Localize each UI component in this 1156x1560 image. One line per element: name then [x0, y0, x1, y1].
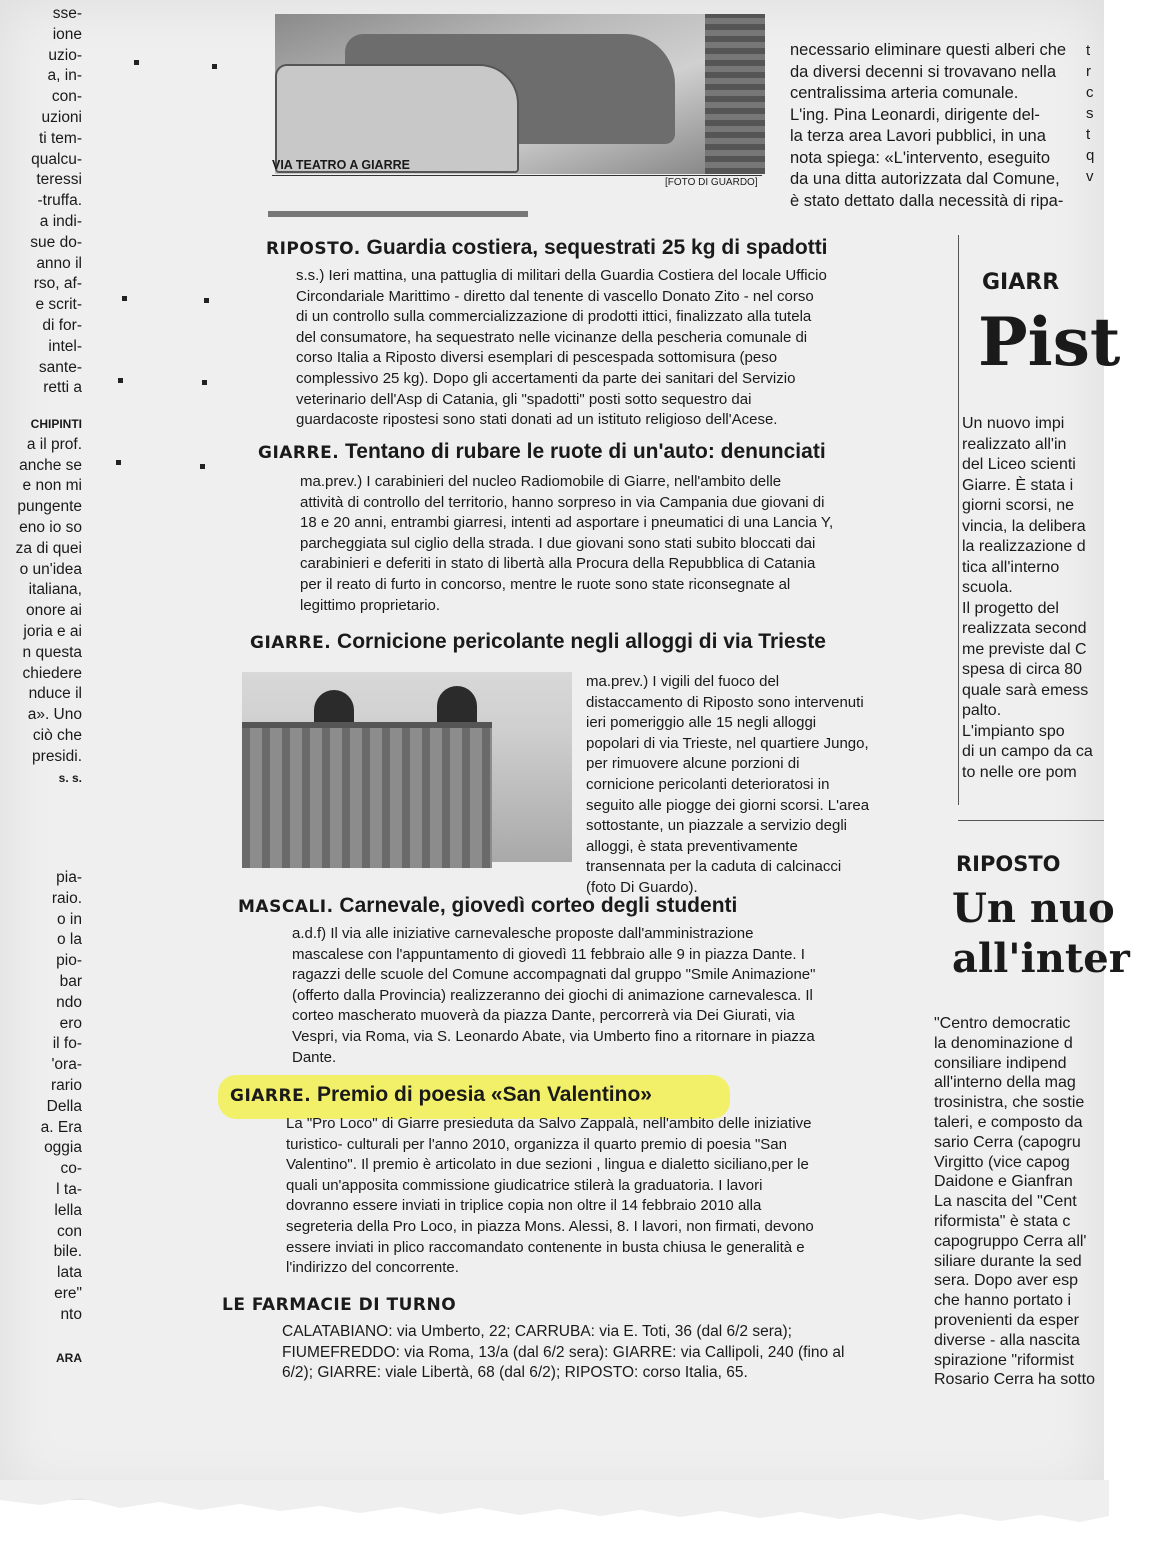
article-text-line: giorni scorsi, ne: [962, 497, 1075, 514]
article-text-line: complessivo 25 kg). Dopo gli accertamenti da parte dei sanitari del Servizio: [296, 369, 796, 387]
article-title: Guardia costiera, sequestrati 25 kg di spadotti: [366, 236, 828, 259]
article-text-line: to nelle ore pom: [962, 763, 1077, 781]
article-text-line: me previste dal C: [962, 640, 1087, 658]
article-text-line: "Centro democratic: [934, 1015, 1071, 1032]
article-text-line: carabinieri e deferiti in stato di libertà alla Procura della Repubblica di Catania: [300, 555, 816, 573]
article-body: [586, 672, 926, 899]
article-text-line: provenienti da esper: [934, 1311, 1079, 1329]
pharmacy-line: 6/2); GIARRE: viale Libertà, 68 (dal 6/2); RIPOSTO: corso Italia, 65.: [282, 1364, 748, 1382]
pharmacies-list: [282, 1322, 882, 1384]
strip-text-line: anche se: [19, 456, 82, 474]
photo-credit: [FOTO DI GUARDO]: [665, 177, 758, 188]
article-body: [292, 924, 892, 1068]
strip-text-line: 'ora-: [51, 1056, 82, 1074]
article-text-line: ragazzi delle scuole del Comune accompagnati dal gruppo "Smile Animazione": [292, 966, 816, 984]
strip-text-line: ione: [52, 25, 82, 43]
strip-text-line: nto: [60, 1305, 82, 1323]
strip-text-line: q: [1086, 147, 1095, 164]
strip-footer: ARA: [56, 1351, 82, 1365]
strip-text-line: o in: [57, 910, 82, 928]
article-text-line: trosinistra, che sostie: [934, 1094, 1085, 1112]
article-text-line: ieri pomeriggio alle 15 negli alloggi: [586, 714, 817, 732]
article-text-line: sera. Dopo aver esp: [934, 1272, 1079, 1290]
pharmacies-heading: [222, 1292, 456, 1316]
strip-text-line: o un'idea: [19, 560, 82, 578]
article-text-line: segreteria della Pro Loco, in piazza Mons. Alessi, 8. I lavori, non firmati, devono: [286, 1217, 814, 1235]
article-text-line: la denominazione d: [934, 1034, 1073, 1052]
article-text-line: del consumatore, ha sequestrato nelle vicinanze della pescheria comunale di: [296, 328, 808, 346]
right-edge-strip: [1086, 40, 1106, 187]
right-column: [982, 270, 1156, 295]
article-text-line: Dante.: [292, 1048, 337, 1066]
strip-text-line: e non mi: [22, 477, 82, 495]
strip-text-line: a. Era: [40, 1118, 82, 1136]
article-text-line: di un campo da ca: [962, 743, 1093, 760]
pharmacies-title: LE FARMACIE DI TURNO: [222, 1295, 457, 1315]
strip-text-line: za di quei: [15, 539, 82, 557]
article-text-line: spesa di circa 80: [962, 661, 1083, 678]
strip-text-line: a il prof.: [26, 435, 82, 453]
strip-text-line: onore ai: [25, 602, 82, 620]
strip-text-line: ero: [59, 1014, 82, 1032]
article-text-line: necessario eliminare questi alberi che: [790, 41, 1067, 59]
article-text-line: all'interno della mag: [934, 1074, 1076, 1092]
article-text-line: scuola.: [962, 579, 1013, 596]
article-text-line: turistico- culturali per l'anno 2010, organizza il quarto premio di poesia "San: [286, 1135, 787, 1153]
article-text-line: Rosario Cerra ha sotto: [934, 1371, 1095, 1389]
article-text-line: guardacoste ripostesi sono stati donati ad un istituto religioso dell'Acese.: [296, 411, 778, 429]
strip-text-line: o la: [57, 931, 82, 949]
strip-text-line: ere": [54, 1284, 82, 1302]
article-text-line: corso Italia a Riposto diversi esemplari di pescespada sottomisura (peso: [296, 349, 778, 367]
article-location-tag: GIARRE.: [230, 1086, 312, 1106]
article-text-line: diverse - alla nascita: [934, 1331, 1080, 1349]
strip-text-line: di for-: [42, 316, 82, 334]
article-headline: [258, 440, 826, 464]
article-text-line: popolari di via Trieste, nel quartiere Jungo,: [586, 734, 869, 752]
strip-text-line: eno io so: [19, 518, 82, 536]
article-text-line: mascalese con l'appuntamento di giovedì 11 febbraio alle 9 in piazza Dante. I: [292, 945, 805, 963]
street-photo: [275, 14, 765, 174]
article-text-line: Un nuovo impi: [962, 415, 1065, 432]
article-text-line: di un controllo sulla commercializzazione di prodotti ittici, finalizzato alla tutela: [296, 308, 812, 326]
right-column-headline: [952, 884, 1130, 984]
article-text-line: attività di controllo del territorio, hanno sorpreso in via Campania due giovani di: [300, 493, 825, 511]
article-text-line: 18 e 20 anni, entrambi giarresi, intenti ad asportare i pneumatici di una Lancia Y,: [300, 514, 834, 532]
article-text-line: tica all'interno: [962, 558, 1060, 576]
left-strip-column: [0, 4, 82, 399]
section-divider: [268, 211, 528, 217]
strip-text-line: bar: [59, 972, 82, 990]
article-text-line: capogruppo Cerra all': [934, 1232, 1087, 1250]
article-headline: [266, 236, 828, 260]
article-text-line: a.d.f) Il via alle iniziative carnevalesche proposte dall'amministrazione: [292, 925, 754, 942]
headline: Un nuo: [952, 885, 1115, 932]
article-text-line: che hanno portato i: [934, 1292, 1071, 1310]
article-text-line: cornicione pericolanti deterioratosi in: [586, 775, 830, 793]
strip-text-line: pia-: [56, 869, 82, 886]
strip-text-line: retti a: [43, 379, 82, 397]
article-text-line: per rimuovere alcune porzioni di: [586, 755, 800, 773]
article-text-line: siliare durante la sed: [934, 1252, 1082, 1270]
article-text-line: veterinario dell'Asp di Catania, gli "spadotti" posti sotto sequestro dai: [296, 390, 752, 408]
article-text-line: sottostante, un piazzale a servizio degli: [586, 817, 847, 835]
strip-signoff: s. s.: [58, 770, 82, 785]
article-location-tag: RIPOSTO.: [266, 239, 361, 259]
strip-text-line: joria e ai: [23, 622, 82, 640]
article-body: [300, 472, 930, 616]
article-title: Tentano di rubare le ruote di un'auto: denunciati: [345, 440, 826, 463]
article-text-line: Daidone e Gianfran: [934, 1173, 1073, 1191]
article-text-line: La "Pro Loco" di Giarre presieduta da Salvo Zappalà, nell'ambito delle iniziative: [286, 1115, 812, 1132]
article-text-line: sario Cerra (capogru: [934, 1133, 1081, 1151]
strip-text-line: chiedere: [22, 664, 82, 682]
article-text-line: (foto Di Guardo).: [586, 878, 698, 896]
article-text-line: distaccamento di Riposto sono intervenuti: [586, 693, 864, 711]
strip-text-line: teressi: [36, 171, 82, 189]
strip-text-line: n questa: [22, 643, 82, 661]
article-text-line: consiliare indipend: [934, 1054, 1067, 1072]
article-text-line: spirazione "riformist: [934, 1351, 1074, 1369]
article-body: [296, 266, 936, 431]
article-text-line: L'impianto spo: [962, 722, 1065, 740]
article-text-line: Il progetto del: [962, 599, 1059, 617]
strip-text-line: sue do-: [30, 233, 82, 251]
strip-text-line: intel-: [48, 337, 82, 355]
strip-text-line: ti tem-: [38, 129, 82, 147]
article-headline: [230, 1083, 652, 1107]
strip-text-line: -truffa.: [37, 192, 82, 210]
strip-text-line: presidi.: [32, 747, 82, 765]
pharmacy-line: CALATABIANO: via Umberto, 22; CARRUBA: via E. Toti, 36 (dal 6/2 sera);: [282, 1323, 792, 1340]
torn-paper-edge: [0, 1480, 1109, 1560]
article-text-line: realizzata second: [962, 620, 1087, 637]
article-text-line: Circondariale Marittimo - diretto dal tenente di vascello Donato Zito - nel corso: [296, 287, 814, 305]
strip-text-line: e scrit-: [35, 296, 82, 314]
article-text-line: riformista" è stata c: [934, 1212, 1071, 1230]
article-text-line: da una ditta autorizzata dal Comune,: [790, 170, 1060, 188]
strip-text-line: a indi-: [39, 212, 82, 230]
article-text-line: centralissima arteria comunale.: [790, 84, 1019, 102]
strip-header: CHIPINTI: [30, 417, 82, 431]
right-rule: [958, 820, 1104, 821]
article-text-line: da diversi decenni si trovavano nella: [790, 62, 1056, 81]
strip-text-line: uzio-: [48, 46, 82, 64]
article-title: Premio di poesia «San Valentino»: [317, 1083, 652, 1106]
article-text-line: (offerto dalla Provincia) realizzeranno dei giochi di animazione carnevalesca. Il: [292, 986, 813, 1004]
left-strip-header: [0, 414, 82, 788]
article-text-line: taleri, e composto da: [934, 1113, 1083, 1131]
article-text-line: ma.prev.) I carabinieri del nucleo Radiomobile di Giarre, nell'ambito delle: [300, 473, 782, 490]
strip-text-line: anno il: [36, 254, 82, 272]
strip-text-line: lata: [57, 1264, 82, 1282]
article-text-line: per il reato di furto in concorso, mentre le ruote sono state riconsegnate al: [300, 575, 791, 593]
photo-caption: VIA TEATRO A GIARRE: [272, 158, 410, 172]
article-location-tag: MASCALI.: [238, 897, 334, 917]
strip-text-line: v: [1086, 168, 1094, 185]
strip-text-line: pio-: [56, 952, 82, 970]
strip-text-line: sante-: [38, 358, 82, 376]
article-text-line: ma.prev.) I vigili del fuoco del: [586, 673, 780, 690]
article-text-line: s.s.) Ieri mattina, una pattuglia di militari della Guardia Costiera del locale Ufficio: [296, 267, 827, 284]
strip-text-line: sse-: [52, 5, 82, 22]
kicker: GIARR: [982, 270, 1060, 295]
article-text-line: Giarre. È stata i: [962, 476, 1074, 494]
article-text-line: Vespri, via Roma, via S. Leonardo Abate, via Umberto fino a ritornare in piazza: [292, 1027, 815, 1045]
strip-text-line: t: [1086, 42, 1091, 59]
caption-rule: [272, 175, 762, 176]
article-text-line: la realizzazione d: [962, 538, 1086, 555]
article-text-line: nota spiega: «L'intervento, eseguito: [790, 148, 1051, 167]
strip-text-line: c: [1086, 84, 1094, 101]
pharmacy-line: FIUMEFREDDO: via Roma, 13/a (dal 6/2 sera): GIARRE: via Callipoli, 240 (fino al: [282, 1343, 845, 1361]
article-text-line: La nascita del "Cent: [934, 1193, 1077, 1211]
article-headline: [238, 894, 737, 918]
firefighters-photo: [242, 672, 572, 862]
right-column-body: [962, 414, 1104, 783]
strip-text-line: ciò che: [32, 726, 82, 744]
article-headline: [250, 630, 826, 654]
strip-text-line: bile.: [53, 1243, 82, 1261]
article-title: Carnevale, giovedì corteo degli studenti: [339, 894, 738, 917]
kicker: RIPOSTO: [956, 852, 1061, 876]
strip-text-line: Della: [46, 1097, 82, 1115]
article-text-line: transennata per la caduta di calcinacci: [586, 858, 842, 876]
article-text-line: alloggi, è stata preventivamente: [586, 837, 798, 855]
left-strip-lower: [0, 868, 82, 1326]
column-rule: [958, 235, 959, 805]
strip-text-line: raio.: [51, 889, 82, 907]
strip-text-line: r: [1086, 63, 1091, 80]
strip-text-line: uzioni: [41, 108, 82, 126]
right-column-headline: [978, 302, 1152, 382]
strip-text-line: con-: [51, 88, 82, 106]
right-column-body: [934, 1014, 1104, 1390]
strip-text-line: s: [1086, 105, 1094, 122]
article-text-line: realizzato all'in: [962, 435, 1067, 453]
article-text-line: dovranno essere inviati in triplice copia non oltre il 14 febbraio 2010 alla: [286, 1197, 762, 1215]
right-column-kicker: [956, 852, 1130, 876]
strip-text-line: oggia: [44, 1139, 82, 1157]
article-text-line: l'indirizzo del concorrente.: [286, 1259, 459, 1277]
article-text-line: seguito alle piogge dei giorni scorsi. L'area: [586, 796, 870, 814]
article-text-line: quale sarà emess: [962, 681, 1089, 699]
article-text-line: L'ing. Pina Leonardi, dirigente del-: [790, 105, 1040, 124]
article-text-line: vincia, la delibera: [962, 517, 1086, 535]
strip-text-line: lella: [54, 1201, 82, 1219]
article-text-line: parcheggiata sul ciglio della strada. I due giovani sono stati subito bloccati dai: [300, 534, 816, 552]
article-text-line: Virgitto (vice capog: [934, 1153, 1070, 1171]
strip-text-line: ndo: [56, 993, 82, 1011]
article-text-line: legittimo proprietario.: [300, 596, 441, 614]
strip-text-line: pungente: [17, 498, 82, 516]
strip-text-line: t: [1086, 126, 1091, 143]
article-text-line: Valentino". Il premio è articolato in due sezioni , lingua e dialetto siciliano,per le: [286, 1156, 809, 1174]
article-text-line: palto.: [962, 702, 1002, 719]
strip-text-line: con: [57, 1222, 82, 1240]
article-title: Cornicione pericolante negli alloggi di via Trieste: [337, 630, 826, 653]
strip-text-line: rso, af-: [33, 275, 82, 293]
top-article-text: [790, 40, 1090, 212]
strip-text-line: l ta-: [56, 1180, 82, 1198]
headline: all'inter: [952, 935, 1130, 982]
strip-text-line: nduce il: [28, 685, 82, 703]
article-text-line: è stato dettato dalla necessità di ripa-: [790, 191, 1064, 210]
article-text-line: del Liceo scienti: [962, 456, 1076, 473]
article-location-tag: GIARRE.: [258, 443, 340, 463]
strip-text-line: co-: [60, 1160, 82, 1178]
strip-text-line: rario: [50, 1076, 82, 1094]
article-body: [286, 1114, 896, 1279]
strip-text-line: il fo-: [52, 1035, 82, 1053]
headline: Pist: [978, 303, 1121, 381]
article-text-line: essere inviati in plico raccomandato contenente in busta chiusa le generalità e: [286, 1238, 805, 1256]
article-location-tag: GIARRE.: [250, 633, 332, 653]
article-text-line: la terza area Lavori pubblici, in una: [790, 127, 1046, 145]
left-strip-footer: [0, 1348, 82, 1369]
strip-text-line: italiana,: [28, 581, 82, 599]
strip-text-line: a, in-: [47, 67, 82, 85]
article-text-line: corteo mascherato muoverà da piazza Dante, percorrerà via Dei Giurati, via: [292, 1007, 795, 1025]
strip-text-line: qualcu-: [31, 150, 82, 168]
strip-text-line: a». Uno: [27, 706, 82, 724]
article-text-line: quali un'apposita commissione giudicatrice stilerà la graduatoria. I lavori: [286, 1176, 763, 1194]
